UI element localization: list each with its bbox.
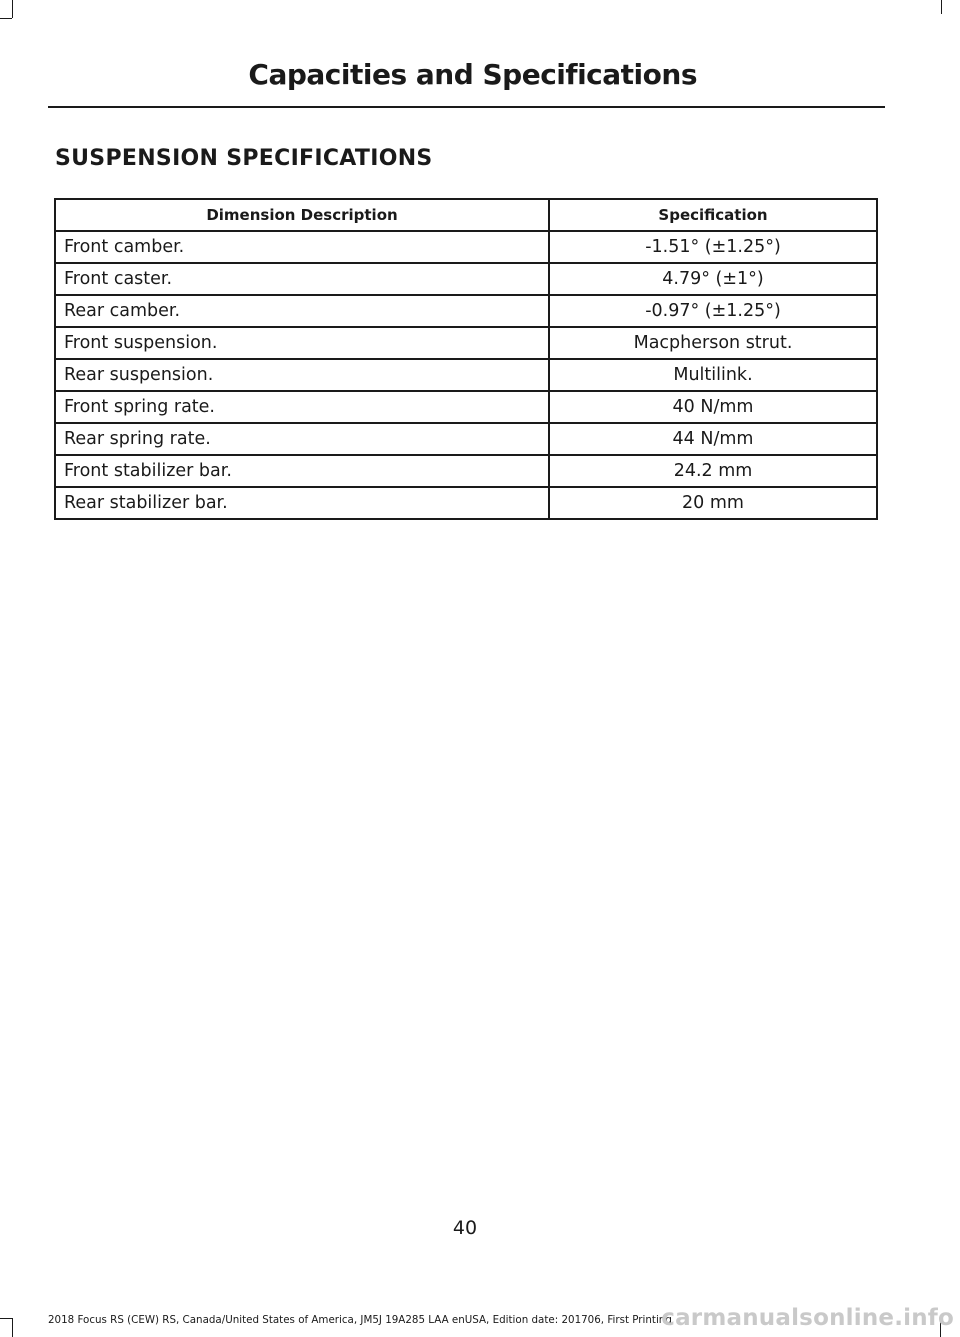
description-cell: Rear camber. <box>55 295 549 327</box>
table-row <box>55 455 877 487</box>
crop-mark <box>0 1318 12 1319</box>
specification-cell: 4.79° (±1°) <box>549 263 877 295</box>
specification-cell: 20 mm <box>549 487 877 519</box>
table-row <box>55 263 877 295</box>
section-heading: SUSPENSION SPECIFICATIONS <box>55 146 433 171</box>
suspension-spec-table <box>54 198 878 520</box>
description-cell: Front stabilizer bar. <box>55 455 549 487</box>
crop-mark <box>941 0 942 14</box>
description-cell: Rear spring rate. <box>55 423 549 455</box>
table-header-row <box>55 199 877 231</box>
column-header-description: Dimension Description <box>55 199 549 231</box>
table-row <box>55 423 877 455</box>
crop-mark <box>0 18 12 19</box>
specification-cell: -1.51° (±1.25°) <box>549 231 877 263</box>
specification-cell: 24.2 mm <box>549 455 877 487</box>
column-header-specification: Specification <box>549 199 877 231</box>
table-row <box>55 391 877 423</box>
chapter-title: Capacities and Specifications <box>248 58 697 91</box>
specification-cell: Macpherson strut. <box>549 327 877 359</box>
table-row <box>55 295 877 327</box>
description-cell: Front caster. <box>55 263 549 295</box>
header-divider <box>48 106 885 108</box>
description-cell: Front camber. <box>55 231 549 263</box>
table-row <box>55 231 877 263</box>
specification-cell: Multilink. <box>549 359 877 391</box>
table-row <box>55 359 877 391</box>
specification-cell: 44 N/mm <box>549 423 877 455</box>
specification-cell: 40 N/mm <box>549 391 877 423</box>
table-row <box>55 327 877 359</box>
edition-footer: 2018 Focus RS (CEW) RS, Canada/United States of America, JM5J 19A285 LAA enUSA, Edition date: 201706, First Printing <box>48 1314 672 1326</box>
watermark: carmanualsonline.info <box>661 1305 954 1331</box>
description-cell: Rear suspension. <box>55 359 549 391</box>
description-cell: Rear stabilizer bar. <box>55 487 549 519</box>
table-row <box>55 487 877 519</box>
crop-mark <box>12 0 13 18</box>
description-cell: Front spring rate. <box>55 391 549 423</box>
page-number: 40 <box>452 1217 478 1239</box>
description-cell: Front suspension. <box>55 327 549 359</box>
crop-mark <box>12 1318 13 1337</box>
specification-cell: -0.97° (±1.25°) <box>549 295 877 327</box>
